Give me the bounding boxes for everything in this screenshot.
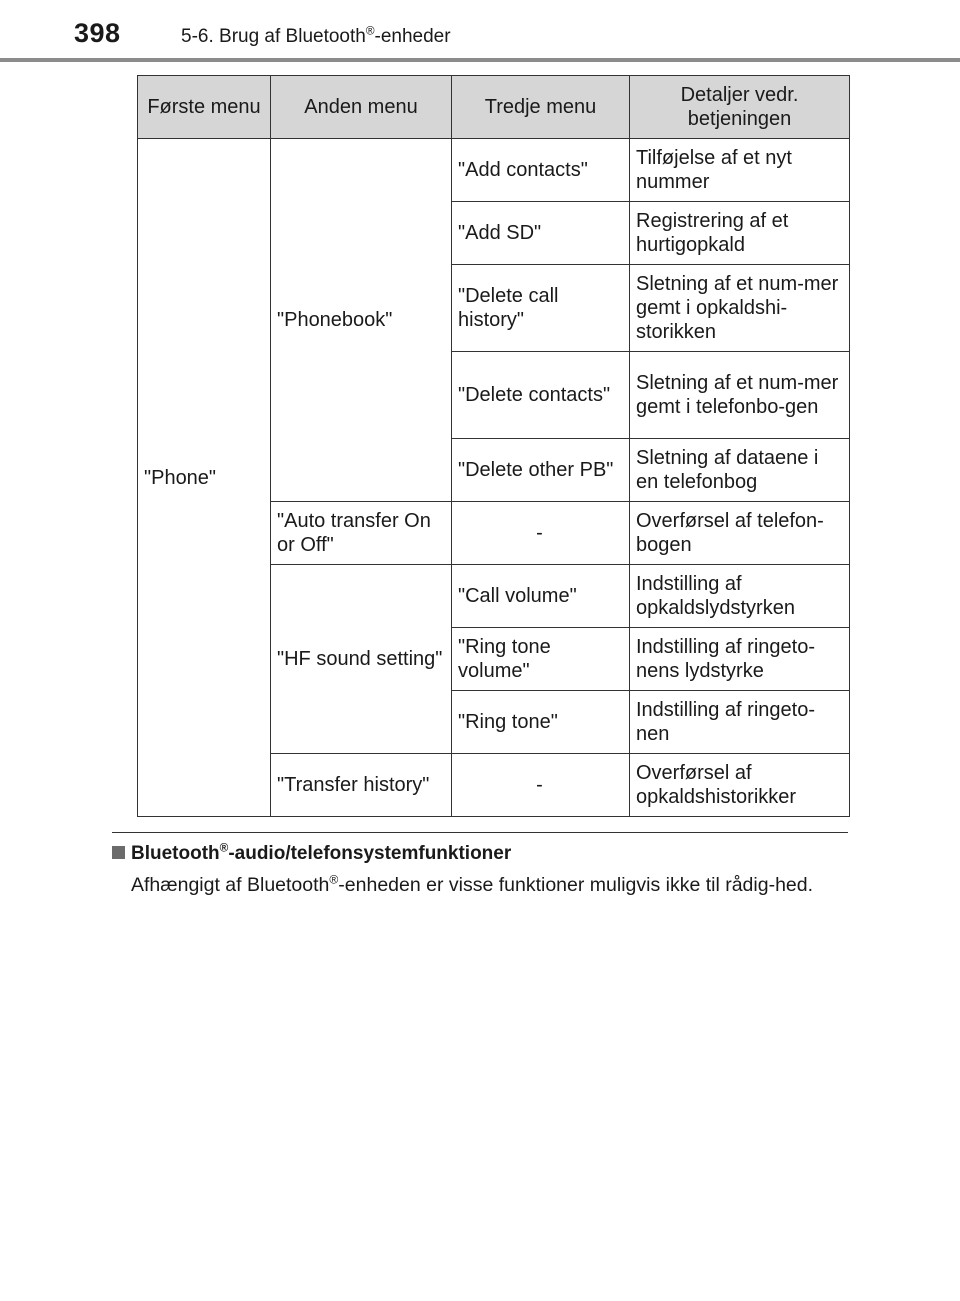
third-menu-cell: - [452, 754, 630, 817]
third-menu-cell: "Delete contacts" [452, 352, 630, 439]
note-heading [112, 843, 511, 865]
column-header-first-menu: Første menu [138, 76, 271, 139]
detail-cell: Tilføjelse af et nyt nummer [630, 139, 850, 202]
second-menu-cell: "Phonebook" [271, 139, 452, 502]
second-menu-cell: "HF sound setting" [271, 565, 452, 754]
third-menu-cell: "Delete other PB" [452, 439, 630, 502]
square-bullet-icon [112, 846, 125, 859]
note-body-text: Afhængigt af Bluetooth [131, 874, 330, 896]
detail-cell: Overførsel af opkaldshistorikker [630, 754, 850, 817]
table-header-row [138, 76, 850, 139]
detail-cell: Indstilling af opkaldslydstyrken [630, 565, 850, 628]
note-body [131, 871, 848, 899]
third-menu-cell: "Add contacts" [452, 139, 630, 202]
note-body-suffix: -enheden er visse funktioner muligvis ikke til rådig-hed. [338, 874, 814, 896]
note-heading-text: Bluetooth [131, 843, 220, 864]
column-header-details: Detaljer vedr. betjeningen [630, 76, 850, 139]
third-menu-cell: "Ring tone volume" [452, 628, 630, 691]
third-menu-cell: "Add SD" [452, 202, 630, 265]
first-menu-cell: "Phone" [138, 139, 271, 817]
third-menu-cell: "Delete call history" [452, 265, 630, 352]
menu-table [137, 75, 850, 817]
second-menu-cell: "Auto transfer On or Off" [271, 502, 452, 565]
registered-mark: ® [365, 24, 375, 38]
third-menu-cell: "Call volume" [452, 565, 630, 628]
note-heading-suffix: -audio/telefonsystemfunktioner [228, 843, 512, 864]
detail-cell: Indstilling af ringeto-nen [630, 691, 850, 754]
section-title-text: 5-6. Brug af Bluetooth [181, 26, 366, 47]
detail-cell: Sletning af et num-mer gemt i opkaldshi-storikken [630, 265, 850, 352]
second-menu-cell: "Transfer history" [271, 754, 452, 817]
third-menu-cell: "Ring tone" [452, 691, 630, 754]
page-number: 398 [74, 18, 121, 48]
table-row [138, 139, 850, 202]
header-rule [0, 58, 960, 62]
detail-cell: Sletning af et num-mer gemt i telefonbo-gen [630, 352, 850, 439]
detail-cell: Registrering af et hurtigopkald [630, 202, 850, 265]
section-title-suffix: -enheder [374, 26, 451, 47]
column-header-third-menu: Tredje menu [452, 76, 630, 139]
detail-cell: Overførsel af telefon-bogen [630, 502, 850, 565]
note-divider [112, 832, 848, 833]
detail-cell: Sletning af dataene i en telefonbog [630, 439, 850, 502]
registered-mark: ® [329, 872, 339, 887]
section-title [181, 26, 451, 48]
registered-mark: ® [219, 841, 229, 855]
third-menu-cell: - [452, 502, 630, 565]
column-header-second-menu: Anden menu [271, 76, 452, 139]
detail-cell: Indstilling af ringeto-nens lydstyrke [630, 628, 850, 691]
